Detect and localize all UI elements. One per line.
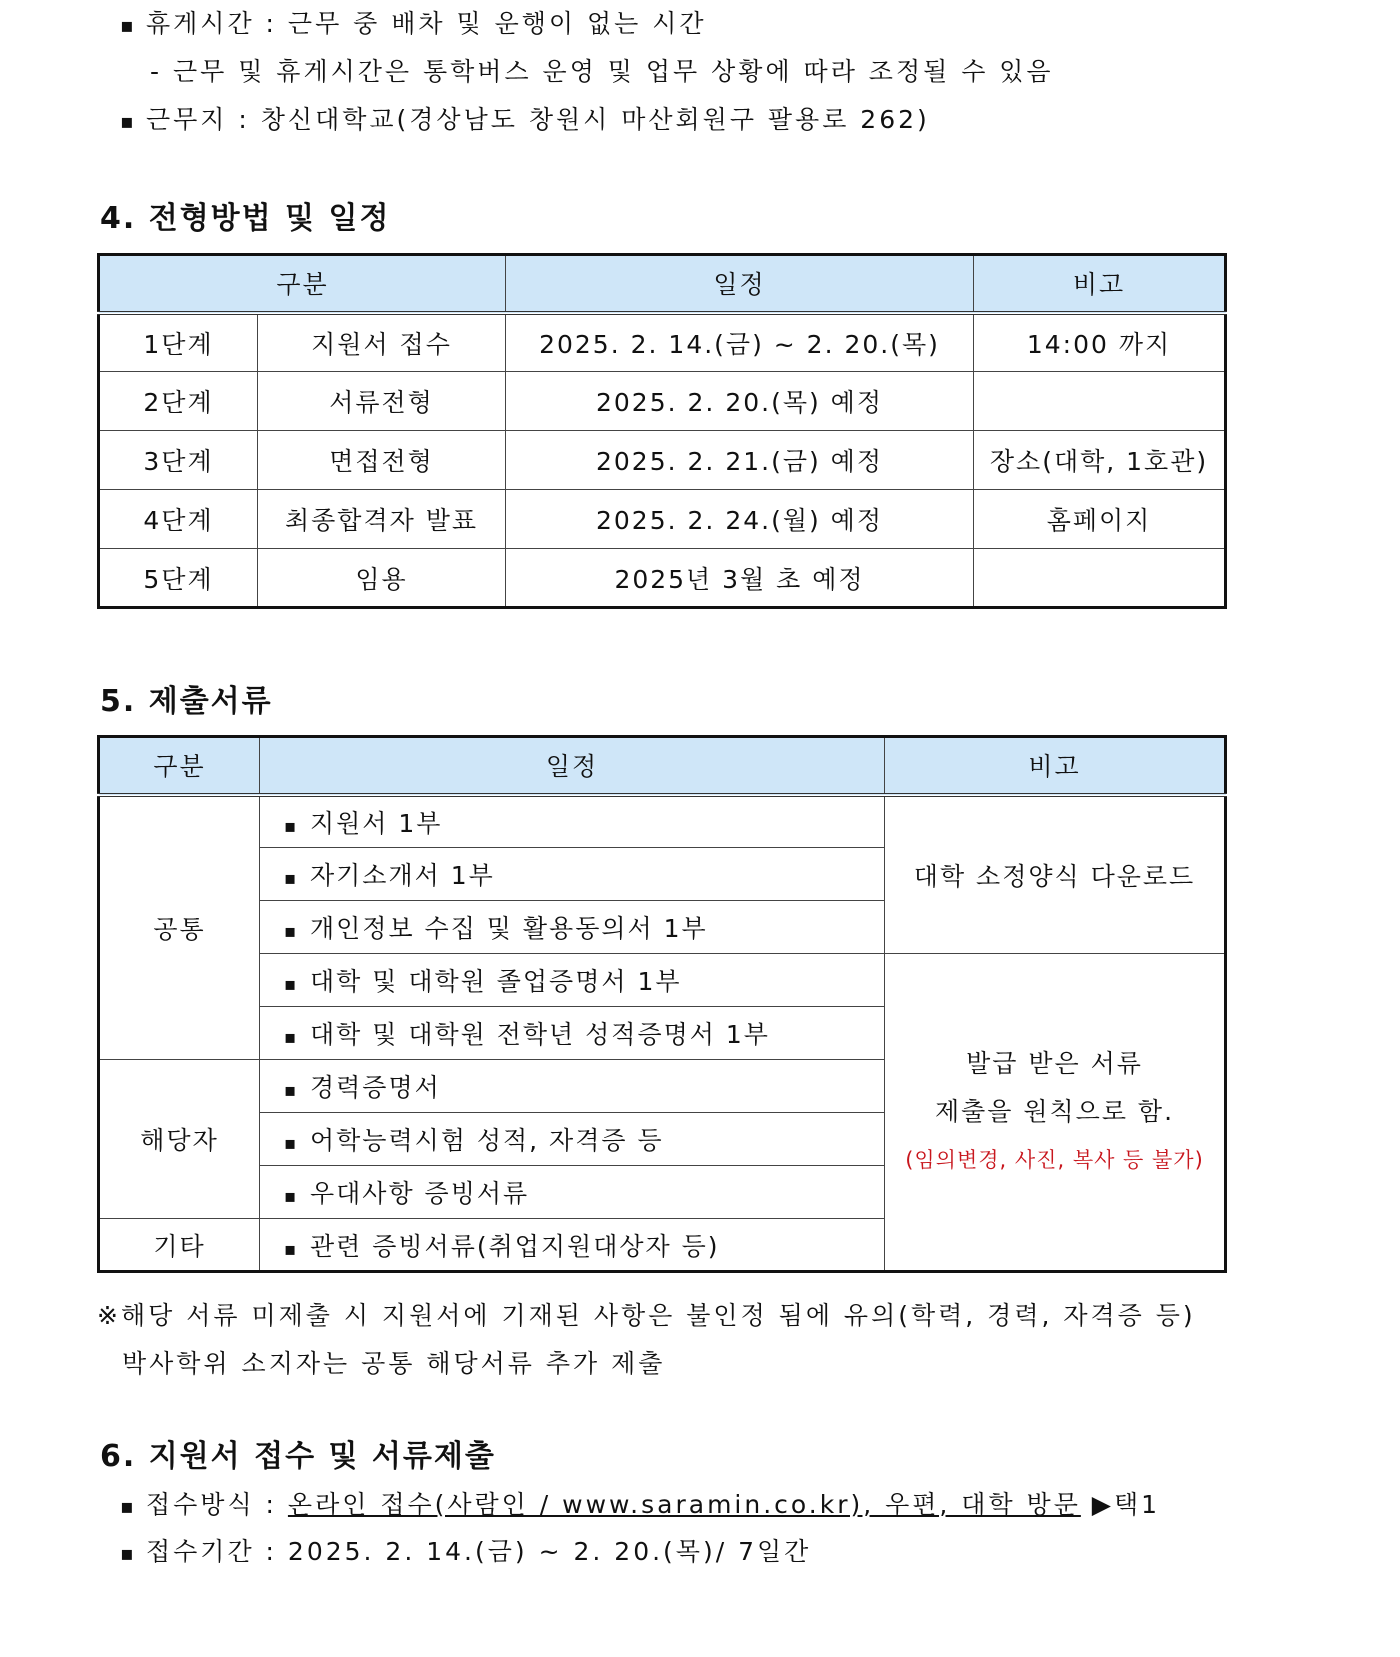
stage-note-cell: 홈페이지 — [974, 490, 1226, 549]
doc-item: ▪ 지원서 1부 — [260, 795, 885, 848]
doc-item: ▪ 대학 및 대학원 전학년 성적증명서 1부 — [260, 1007, 885, 1060]
stage-note-cell — [974, 549, 1226, 608]
table-row — [99, 795, 1226, 848]
schedule-header-date: 일정 — [506, 255, 974, 313]
doc-item: ▪ 대학 및 대학원 졸업증명서 1부 — [260, 954, 885, 1007]
stage-date-cell: 2025. 2. 21.(금) 예정 — [506, 431, 974, 490]
stage-name-cell: 임용 — [258, 549, 506, 608]
stage-name-cell: 면접전형 — [258, 431, 506, 490]
stage-cell: 5단계 — [99, 549, 258, 608]
stage-date-cell: 2025. 2. 24.(월) 예정 — [506, 490, 974, 549]
table-row — [99, 313, 1226, 372]
documents-table — [97, 735, 1227, 1273]
rest-time-text: ▪ 휴게시간 : 근무 중 배차 및 운행이 없는 시간 — [120, 4, 707, 40]
method-value: 온라인 접수(사람인 / www.saramin.co.kr), 우편, 대학 방문 — [287, 1490, 1081, 1519]
table-row — [99, 372, 1226, 431]
section-4-title: 4. 전형방법 및 일정 — [100, 201, 391, 236]
doc-item: ▪ 자기소개서 1부 — [260, 848, 885, 901]
table-row — [99, 954, 1226, 1007]
docs-header-items: 일정 — [260, 737, 885, 795]
section-5-title: 5. 제출서류 — [100, 684, 273, 719]
section-6-title: 6. 지원서 접수 및 서류제출 — [100, 1439, 496, 1474]
footnote-1: ※해당 서류 미제출 시 지원서에 기재된 사항은 불인정 됨에 유의(학력, 경력, 자격증 등) — [97, 1301, 1196, 1330]
group-common: 공통 — [99, 795, 260, 1060]
table-row — [99, 431, 1226, 490]
docs-header-note: 비고 — [885, 737, 1226, 795]
rest-time-note: - 근무 및 휴게시간은 통학버스 운영 및 업무 상황에 따라 조정될 수 있음 — [150, 57, 1054, 86]
note-issued — [885, 954, 1226, 1272]
stage-note-cell: 14:00 까지 — [974, 313, 1226, 372]
stage-name-cell: 지원서 접수 — [258, 313, 506, 372]
application-method — [120, 1485, 1160, 1521]
stage-name-cell: 서류전형 — [258, 372, 506, 431]
doc-item: ▪ 어학능력시험 성적, 자격증 등 — [260, 1113, 885, 1166]
stage-note-cell — [974, 372, 1226, 431]
doc-item: ▪ 우대사항 증빙서류 — [260, 1166, 885, 1219]
method-suffix: ▶택1 — [1080, 1490, 1161, 1519]
stage-name-cell: 최종합격자 발표 — [258, 490, 506, 549]
stage-date-cell: 2025. 2. 14.(금) ~ 2. 20.(목) — [506, 313, 974, 372]
doc-item: ▪ 개인정보 수집 및 활용동의서 1부 — [260, 901, 885, 954]
application-period: ▪ 접수기간 : 2025. 2. 14.(금) ~ 2. 20.(목)/ 7일간 — [120, 1532, 811, 1568]
stage-note-cell: 장소(대학, 1호관) — [974, 431, 1226, 490]
footnote-2: 박사학위 소지자는 공통 해당서류 추가 제출 — [122, 1349, 666, 1378]
note-issued-warning: (임의변경, 사진, 복사 등 불가) — [905, 1148, 1204, 1172]
schedule-header-note: 비고 — [974, 255, 1226, 313]
stage-date-cell: 2025. 2. 20.(목) 예정 — [506, 372, 974, 431]
group-applicable: 해당자 — [99, 1060, 260, 1219]
doc-item: ▪ 관련 증빙서류(취업지원대상자 등) — [260, 1219, 885, 1272]
docs-header-category: 구분 — [99, 737, 260, 795]
doc-item: ▪ 경력증명서 — [260, 1060, 885, 1113]
table-row — [99, 490, 1226, 549]
stage-cell: 1단계 — [99, 313, 258, 372]
work-location-text: ▪ 근무지 : 창신대학교(경상남도 창원시 마산회원구 팔용로 262) — [120, 100, 930, 136]
schedule-header-category: 구분 — [99, 255, 506, 313]
note-issued-line-2: 제출을 원칙으로 함. — [934, 1097, 1175, 1126]
table-row — [99, 549, 1226, 608]
stage-date-cell: 2025년 3월 초 예정 — [506, 549, 974, 608]
note-download: 대학 소정양식 다운로드 — [885, 795, 1226, 954]
stage-cell: 3단계 — [99, 431, 258, 490]
stage-cell: 4단계 — [99, 490, 258, 549]
group-other: 기타 — [99, 1219, 260, 1272]
schedule-table — [97, 253, 1227, 609]
stage-cell: 2단계 — [99, 372, 258, 431]
method-label: 접수방식 : — [146, 1490, 288, 1519]
note-issued-line-1: 발급 받은 서류 — [966, 1049, 1143, 1078]
